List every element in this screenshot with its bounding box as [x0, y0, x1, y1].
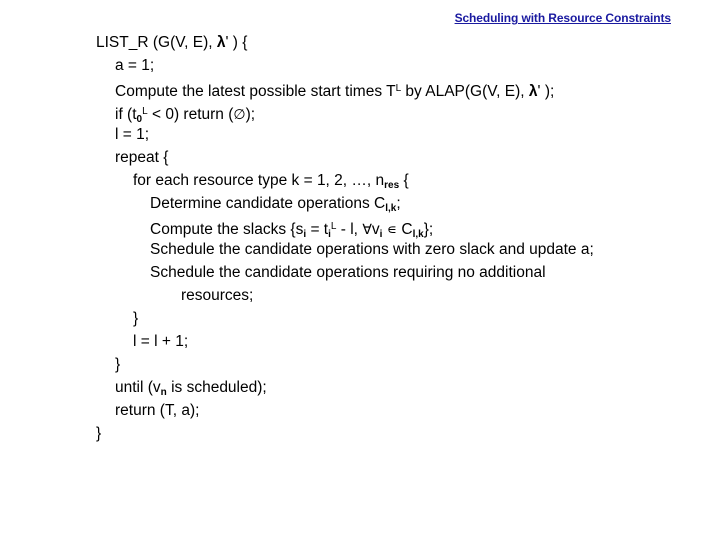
- slide-title: Scheduling with Resource Constraints: [454, 11, 671, 25]
- code-line-schedule-no-resources: Schedule the candidate operations requiring no additional: [150, 264, 546, 281]
- code-line-until: until ($v_n$ is scheduled);: [115, 379, 267, 398]
- code-line-compute-alap: Compute the latest possible start times $T^L$ by ALAP(G(V, E), λ' );: [115, 83, 555, 100]
- code-line-repeat: repeat {: [115, 149, 169, 166]
- code-line-increment-l: l = l + 1;: [133, 333, 189, 350]
- lambda-symbol: λ: [216, 34, 226, 51]
- code-line-for-close: }: [133, 310, 139, 327]
- code-line-schedule-zero-slack: Schedule the candidate operations with zero slack and update a;: [150, 241, 594, 258]
- code-line-repeat-close: }: [115, 356, 121, 373]
- code-line-determine-candidates: Determine candidate operations $C_{l,k}$;: [150, 195, 401, 214]
- code-line-function-signature: LIST_R (G(V, E), λ' ) {: [96, 34, 248, 51]
- code-line-return: return (T, a);: [115, 402, 200, 419]
- code-line-init-l: l = 1;: [115, 126, 150, 143]
- empty-set-symbol: ∅: [233, 107, 246, 123]
- forall-symbol: ∀: [362, 222, 372, 238]
- lambda-symbol: λ: [528, 83, 538, 100]
- code-line-if-return: if $(t_0^L < 0)$ return (∅);: [115, 106, 256, 125]
- code-line-for-each: for each resource type k = 1, 2, …, $n_{res}$ {: [133, 172, 409, 191]
- code-line-compute-slacks: Compute the slacks {$s_i = t_i^L - l$, $\forall v_i$ ∊ $C_{l,k}$};: [150, 221, 434, 240]
- element-of-symbol: ∊: [382, 222, 402, 238]
- code-line-schedule-no-resources-cont: resources;: [181, 287, 254, 304]
- code-line-init-a: a = 1;: [115, 57, 155, 74]
- code-line-function-close: }: [96, 425, 102, 442]
